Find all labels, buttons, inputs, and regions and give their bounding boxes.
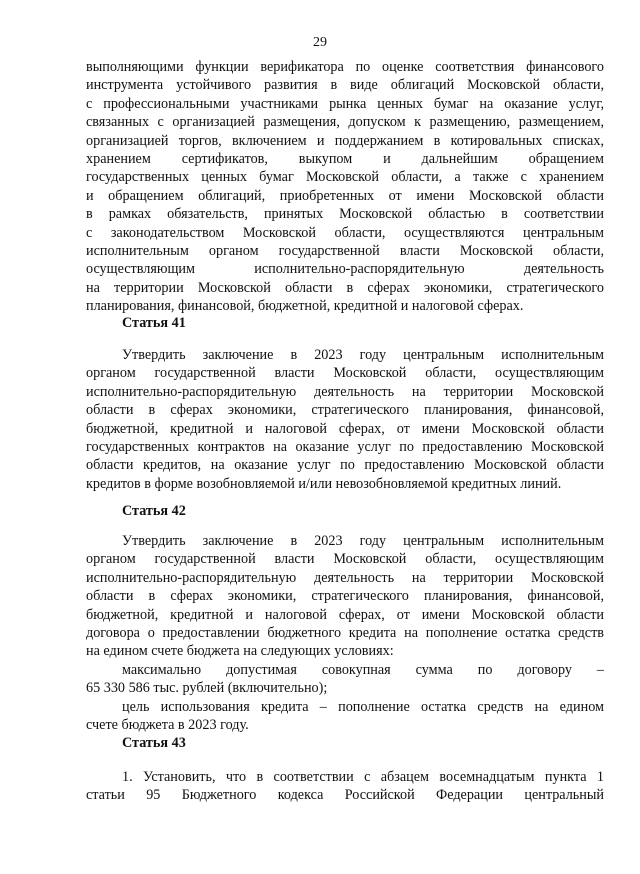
text-line: бюджетной, кредитной и налоговой сферах, от имени Московской области	[86, 606, 604, 623]
text-line: счете бюджета в 2023 году.	[86, 716, 249, 733]
text-line: области в сферах экономики, стратегического планирования, финансовой,	[86, 588, 604, 605]
text-line: максимально допустимая совокупная сумма по договору –	[122, 661, 604, 678]
article-42-paragraph	[86, 532, 604, 734]
text-line: организацией торгов, включением и поддержанием в котировальных списках,	[86, 132, 604, 149]
text-line: выполняющими функции верификатора по оценке соответствия финансового	[86, 59, 604, 75]
text-line: органом государственной власти Московской области, осуществляющим	[86, 365, 604, 382]
text-line: области кредитов, на оказание услуг по предоставлению Московской области	[86, 457, 604, 474]
text-line: исполнительно-распорядительную деятельность на территории Московской	[86, 383, 604, 400]
article-43-paragraph	[86, 768, 604, 805]
text-line: статьи 95 Бюджетного кодекса Российской Федерации центральный	[86, 787, 604, 804]
text-line: договора о предоставлении бюджетного кредита на пополнение остатка средств	[86, 624, 604, 641]
text-line: Утвердить заключение в 2023 году центральным исполнительным	[122, 347, 604, 363]
text-line: государственных контрактов на оказание услуг по предоставлению Московской	[86, 438, 604, 455]
article-42-heading: Статья 42	[122, 503, 186, 519]
text-line: инструмента устойчивого развития в виде облигаций Московской области,	[86, 77, 604, 94]
text-line: планирования, финансовой, бюджетной, кредитной и налоговой сферах.	[86, 298, 524, 315]
text-line: 65 330 586 тыс. рублей (включительно);	[86, 680, 328, 697]
page-number: 29	[313, 35, 327, 50]
article-41-paragraph	[86, 346, 604, 493]
text-line: в рамках обязательств, принятых Московской областью в соответствии	[86, 206, 604, 223]
text-line: с законодательством Московской области, осуществляются центральным	[86, 224, 604, 241]
article-43-heading: Статья 43	[122, 735, 186, 751]
text-line: с профессиональными участниками рынка ценных бумаг на оказание услуг,	[86, 95, 604, 112]
text-line: на территории Московской области в сферах экономики, стратегического	[86, 279, 604, 296]
text-line: бюджетной, кредитной и налоговой сферах, от имени Московской области	[86, 420, 604, 437]
text-line: осуществляющим исполнительно-распорядительную деятельность	[86, 261, 604, 278]
text-line: исполнительным органом государственной власти Московской области,	[86, 242, 604, 259]
text-line: государственных ценных бумаг Московской области, а также с хранением	[86, 169, 604, 186]
text-line: на едином счете бюджета на следующих условиях:	[86, 643, 394, 660]
intro-paragraph	[86, 58, 604, 315]
text-line: органом государственной власти Московской области, осуществляющим	[86, 551, 604, 568]
article-41-heading: Статья 41	[122, 315, 186, 331]
text-line: кредитов в форме возобновляемой и/или невозобновляемой кредитных линий.	[86, 475, 562, 492]
text-line: цель использования кредита – пополнение остатка средств на едином	[122, 698, 604, 715]
text-line: 1. Установить, что в соответствии с абзацем восемнадцатым пункта 1	[122, 769, 604, 785]
text-line: исполнительно-распорядительную деятельность на территории Московской	[86, 569, 604, 586]
text-line: хранением сертификатов, выкупом и дальнейшим обращением	[86, 150, 604, 167]
text-line: и обращением облигаций, приобретенных от имени Московской области	[86, 187, 604, 204]
text-line: области в сферах экономики, стратегического планирования, финансовой,	[86, 402, 604, 419]
text-line: Утвердить заключение в 2023 году центральным исполнительным	[122, 533, 604, 549]
text-line: связанных с организацией размещения, допуском к размещению, размещением,	[86, 114, 604, 131]
